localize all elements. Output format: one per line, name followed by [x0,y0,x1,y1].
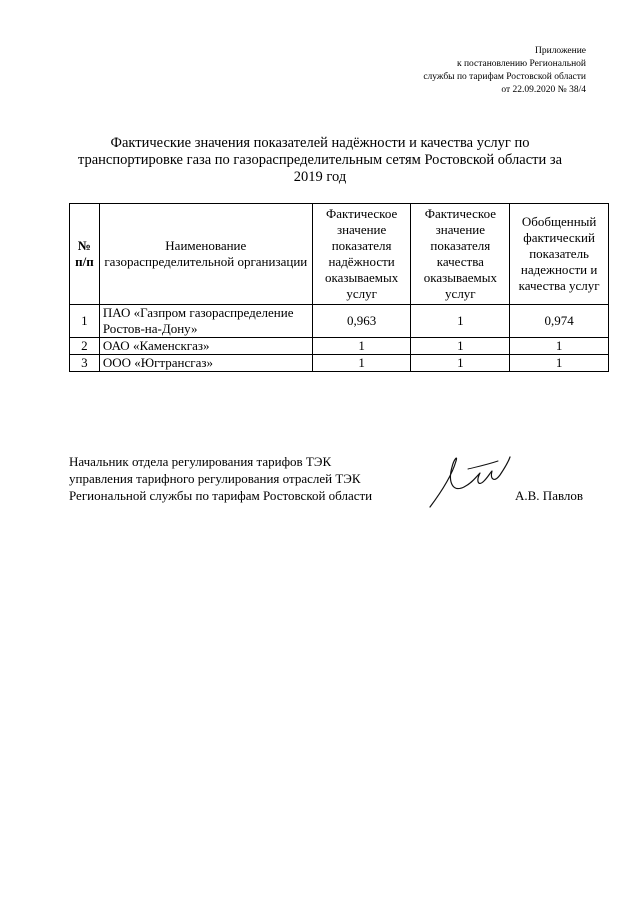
cell-num: 3 [70,355,100,372]
header-quality: Фактическое значение показателя качества оказываемых услуг [411,204,510,305]
cell-generalized: 1 [510,338,609,355]
appendix-line: от 22.09.2020 № 38/4 [501,85,586,95]
document-title: Фактические значения показателей надёжности и качества услуг по транспортировке газа по газораспределительным сетям Ростовской области за 2019 год [77,135,563,185]
cell-num: 1 [70,305,100,338]
cell-num: 2 [70,338,100,355]
cell-org: ОАО «Каменскгаз» [99,338,312,355]
cell-reliability: 1 [312,338,411,355]
header-generalized: Обобщенный фактический показатель надежности и качества услуг [510,204,609,305]
table-header-row [70,204,609,305]
cell-quality: 1 [411,305,510,338]
cell-generalized: 1 [510,355,609,372]
table-row [70,305,609,338]
appendix-line: Приложение [535,46,586,56]
table-row [70,338,609,355]
signatory-position-line: управления тарифного регулирования отраслей ТЭК [69,471,361,486]
signatory-position-line: Региональной службы по тарифам Ростовской области [69,488,373,503]
cell-quality: 1 [411,338,510,355]
header-org: Наименование газораспределительной организации [99,204,312,305]
cell-reliability: 1 [312,355,411,372]
appendix-block [423,45,586,97]
header-num: № п/п [70,204,100,305]
cell-org: ООО «Югтрансгаз» [99,355,312,372]
indicators-table [69,203,609,372]
appendix-line: к постановлению Региональной [456,59,586,69]
cell-org: ПАО «Газпром газораспределение Ростов-на-Дону» [99,305,312,338]
appendix-line: службы по тарифам Ростовской области [423,72,586,82]
cell-generalized: 0,974 [510,305,609,338]
cell-reliability: 0,963 [312,305,411,338]
header-reliability: Фактическое значение показателя надёжности оказываемых услуг [312,204,411,305]
signatory-position-line: Начальник отдела регулирования тарифов ТЭК [69,454,332,469]
cell-quality: 1 [411,355,510,372]
table-row [70,355,609,372]
handwritten-signature [424,447,514,509]
signatory-block [69,453,372,504]
signer-name: А.В. Павлов [515,488,584,503]
